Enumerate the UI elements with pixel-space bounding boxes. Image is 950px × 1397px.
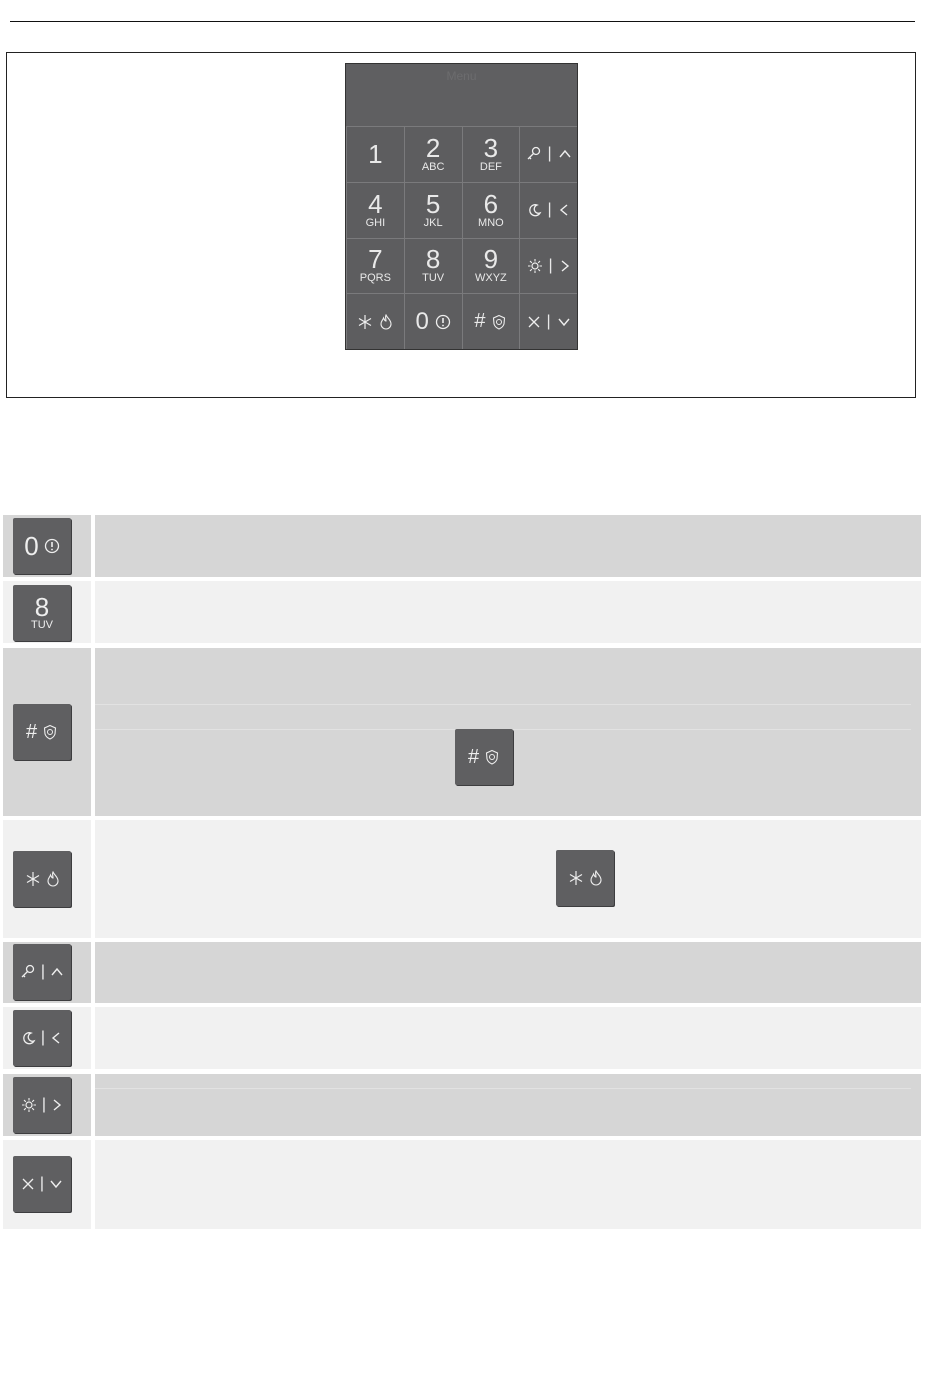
- key-letters: PQRS: [359, 272, 391, 285]
- key-3[interactable]: [462, 126, 520, 182]
- key-letters: MNO: [478, 216, 504, 229]
- sun-right-icon: |: [527, 257, 571, 275]
- key-digit: 5: [425, 188, 441, 219]
- key-up-icon: |: [526, 145, 572, 163]
- asterisk-fire-icon: [568, 870, 603, 886]
- asterisk-fire-icon: [357, 314, 393, 330]
- table-row: [3, 1007, 921, 1069]
- key-letters: TUV: [31, 619, 53, 631]
- key-moon-left[interactable]: [519, 182, 577, 238]
- sun-right-icon: |: [21, 1096, 63, 1114]
- hash-police-icon: #: [26, 721, 58, 744]
- key-digit: 7: [368, 244, 383, 275]
- key-cross-down[interactable]: [519, 293, 577, 349]
- key-1[interactable]: [346, 126, 404, 182]
- key-asterisk-fire[interactable]: [346, 293, 404, 349]
- key-key-up[interactable]: [519, 126, 577, 182]
- table-row: [3, 1140, 921, 1229]
- asterisk-fire-icon: [25, 871, 60, 887]
- table-row: [3, 581, 921, 643]
- table-row: [3, 515, 921, 577]
- keypad-panel: [345, 63, 578, 350]
- key-letters: GHI: [365, 216, 386, 229]
- table-row: [3, 942, 921, 1003]
- table-row: [3, 1074, 921, 1136]
- zero-alert-button[interactable]: [13, 518, 71, 574]
- table-row: [3, 648, 921, 816]
- top-rule: [10, 21, 915, 22]
- key-digit: 1: [368, 139, 383, 170]
- key-8[interactable]: [404, 238, 462, 294]
- cross-down-icon: |: [21, 1175, 63, 1193]
- key-digit: 2: [425, 132, 441, 163]
- key-digit: 4: [368, 188, 383, 219]
- menu-label: Menu: [446, 69, 477, 83]
- key-digit: 8: [425, 244, 441, 275]
- sun-right-button[interactable]: [13, 1077, 71, 1133]
- key-digit: 9: [483, 244, 499, 275]
- keypad-grid: [346, 126, 577, 349]
- key-sun-right[interactable]: [519, 238, 577, 294]
- hash-police-icon: #: [474, 310, 507, 333]
- table-row: [3, 820, 921, 938]
- key-letters: TUV: [422, 272, 445, 285]
- hash-police-button-inline[interactable]: [455, 729, 513, 785]
- asterisk-fire-button[interactable]: [13, 851, 71, 907]
- asterisk-fire-button-inline[interactable]: [556, 850, 614, 906]
- key-letters: DEF: [479, 160, 502, 173]
- key-hash-police[interactable]: [462, 293, 520, 349]
- key-letters: WXYZ: [474, 272, 507, 285]
- divider: [95, 704, 911, 705]
- divider: [95, 1088, 911, 1089]
- key-6[interactable]: [462, 182, 520, 238]
- key-7[interactable]: [346, 238, 404, 294]
- hash-police-button[interactable]: [13, 704, 71, 760]
- moon-left-icon: |: [22, 1029, 62, 1047]
- key-2[interactable]: [404, 126, 462, 182]
- key-digit: 8: [34, 592, 50, 622]
- key-letters: JKL: [423, 216, 443, 229]
- zero-alert-icon: 0: [415, 310, 450, 334]
- moon-left-button[interactable]: [13, 1010, 71, 1066]
- key-digit: 6: [483, 188, 499, 219]
- zero-alert-icon: 0: [24, 534, 59, 558]
- cross-down-button[interactable]: [13, 1156, 71, 1212]
- key-4[interactable]: [346, 182, 404, 238]
- hash-police-icon: #: [468, 746, 500, 769]
- key-up-icon: |: [20, 963, 64, 981]
- cross-down-icon: |: [527, 313, 571, 331]
- key-up-button[interactable]: [13, 944, 71, 1000]
- key-5[interactable]: [404, 182, 462, 238]
- eight-button[interactable]: [13, 585, 71, 641]
- key-digit: 3: [483, 132, 499, 163]
- key-9[interactable]: [462, 238, 520, 294]
- key-zero-alert[interactable]: [404, 293, 462, 349]
- key-letters: ABC: [421, 160, 445, 173]
- moon-left-icon: |: [528, 201, 570, 219]
